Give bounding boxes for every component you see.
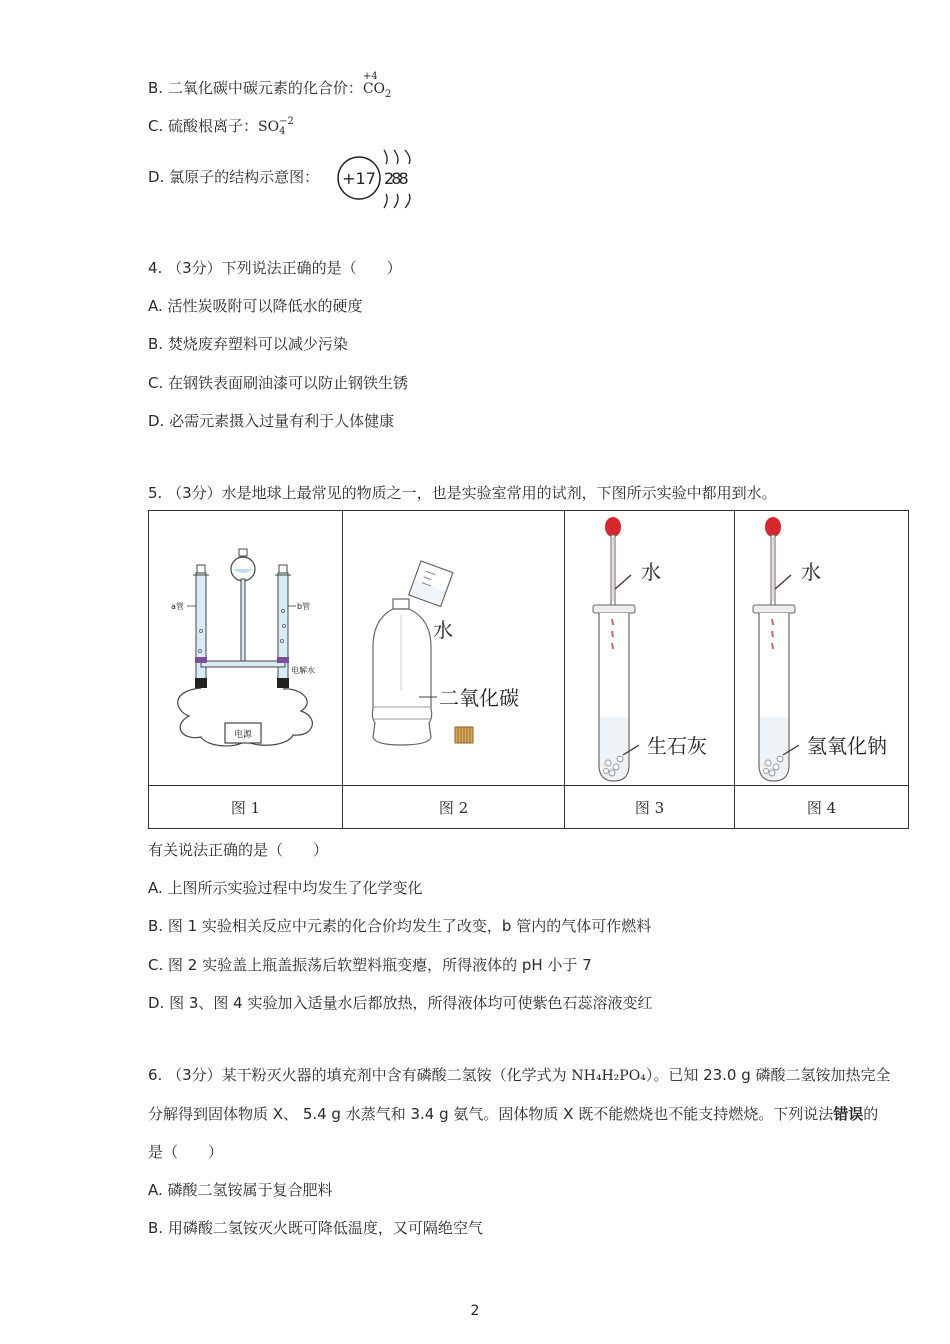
q4-option-c: C. 在钢铁表面刷油漆可以防止钢铁生锈 bbox=[148, 374, 409, 392]
q4-option-a: A. 活性炭吸附可以降低水的硬度 bbox=[148, 297, 363, 315]
figure-1-caption: 图 1 bbox=[149, 786, 343, 829]
q3-option-b bbox=[148, 71, 392, 105]
q5-option-a: A. 上图所示实验过程中均发生了化学变化 bbox=[148, 879, 423, 897]
sodium-hydroxide-test-tube bbox=[735, 511, 909, 785]
figure-3-cell bbox=[565, 511, 735, 786]
fig4-reagent-label: 氢氧化钠 bbox=[807, 734, 887, 758]
q6-formula: NH₄H₂PO₄ bbox=[571, 1068, 646, 1084]
power-source-label: 电源 bbox=[233, 730, 253, 740]
figure-4-cell bbox=[735, 511, 909, 786]
figure-2-caption: 图 2 bbox=[343, 786, 565, 829]
q5-option-b: B. 图 1 实验相关反应中元素的化合价均发生了改变，b 管内的气体可作燃料 bbox=[148, 917, 652, 935]
q3-option-b-text: B. 二氧化碳中碳元素的化合价： bbox=[148, 79, 363, 97]
chlorine-atom-diagram bbox=[334, 148, 434, 212]
figure-1-cell bbox=[149, 511, 343, 786]
page-number: 2 bbox=[470, 1303, 480, 1319]
atom-nucleus: +17 bbox=[342, 169, 376, 188]
q5-option-d: D. 图 3、图 4 实验加入适量水后都放热，所得液体均可使紫色石蕊溶液变红 bbox=[148, 994, 653, 1012]
q4-option-d: D. 必需元素摄入过量有利于人体健康 bbox=[148, 412, 395, 430]
tube-b-label: b管 bbox=[297, 602, 311, 611]
q5-stem: 5. （3分）水是地球上最常见的物质之一，也是实验室常用的试剂，下图所示实验中都用到水。 bbox=[148, 484, 777, 502]
q4-option-b: B. 焚烧废弃塑料可以减少污染 bbox=[148, 335, 348, 353]
q3-option-c bbox=[148, 116, 294, 137]
tube-a-label: a管 bbox=[171, 602, 184, 611]
atom-shells: 2 8 8 bbox=[384, 169, 405, 188]
quicklime-test-tube bbox=[565, 511, 735, 785]
fig2-co2-label: 二氧化碳 bbox=[439, 686, 519, 710]
q3-option-c-text: C. 硫酸根离子： bbox=[148, 117, 259, 135]
q6-stem: 6. （3分）某干粉灭火器的填充剂中含有磷酸二氢铵（化学式为 NH₄H₂PO₄）。已知 23.0 g 磷酸二氢铵加热完全分解得到固体物质 X、 5.4 g 水蒸气和 3.4 g 氨气。固体物质 X 既不能燃烧也不能支持燃烧。下列说法错误的是（ ） bbox=[148, 1066, 891, 1161]
figure-4-caption: 图 4 bbox=[735, 786, 909, 829]
figure-3-caption: 图 3 bbox=[565, 786, 735, 829]
q6-option-a: A. 磷酸二氢铵属于复合肥料 bbox=[148, 1181, 333, 1199]
q4-stem: 4. （3分）下列说法正确的是（ ） bbox=[148, 259, 402, 277]
q6-emphasis: 错误 bbox=[833, 1105, 864, 1123]
fig3-reagent-label: 生石灰 bbox=[647, 734, 707, 758]
fig3-water-label: 水 bbox=[641, 560, 661, 584]
q3-option-d-text: D. 氯原子的结构示意图： bbox=[148, 168, 320, 186]
q6-option-b: B. 用磷酸二氢铵灭火既可降低温度，又可隔绝空气 bbox=[148, 1219, 483, 1237]
q5-figure-table bbox=[148, 510, 909, 829]
q3-option-c-formula: SO −2 4 bbox=[258, 116, 294, 137]
fig2-water-label: 水 bbox=[433, 618, 453, 642]
electrolysis-apparatus bbox=[149, 511, 343, 785]
q3-option-d bbox=[148, 167, 319, 187]
electrolysis-label: 电解水 bbox=[291, 666, 315, 675]
q3-option-b-formula: +4 $CO_2$ bbox=[362, 71, 392, 100]
q5-prompt: 有关说法正确的是（ ） bbox=[148, 841, 329, 859]
fig4-water-label: 水 bbox=[801, 560, 821, 584]
co2-bottle-apparatus bbox=[343, 511, 565, 785]
figure-2-cell bbox=[343, 511, 565, 786]
q5-option-c: C. 图 2 实验盖上瓶盖振荡后软塑料瓶变瘪，所得液体的 pH 小于 7 bbox=[148, 956, 592, 974]
